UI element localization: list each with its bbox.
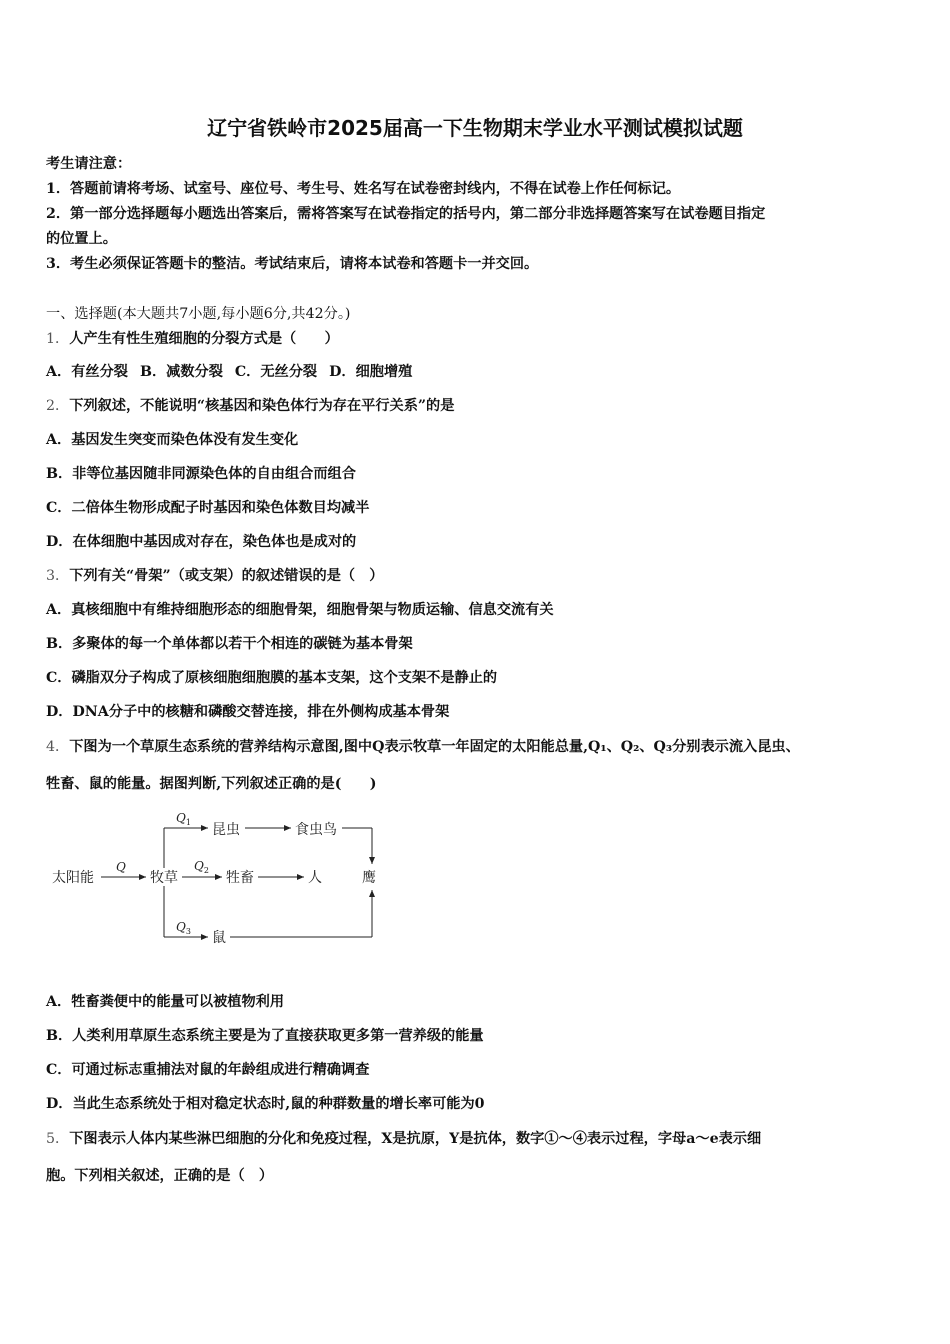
label-q1: $Q_1$ — [176, 811, 191, 827]
option-d: D．在体细胞中基因成对存在，染色体也是成对的 — [46, 534, 357, 550]
question-number: 4． — [46, 739, 70, 755]
notice-item-2-cont: 的位置上。 — [46, 231, 117, 247]
food-web-diagram — [46, 800, 386, 960]
node-mouse: 鼠 — [212, 930, 226, 946]
question-stem: 下图为一个草原生态系统的营养结构示意图,图中Q表示牧草一年固定的太阳能总量,Q₁、Q₂、Q₃分别表示流入昆虫、 — [69, 739, 800, 755]
node-grass: 牧草 — [150, 870, 178, 886]
option-b: B．人类利用草原生态系统主要是为了直接获取更多第一营养级的能量 — [46, 1028, 484, 1044]
option-b: B．多聚体的每一个单体都以若干个相连的碳链为基本骨架 — [46, 636, 413, 652]
label-q: Q — [116, 860, 126, 874]
question-2 — [46, 395, 454, 415]
label-q3: $Q_3$ — [176, 920, 191, 936]
question-4-stem-cont: 牲畜、鼠的能量。据图判断,下列叙述正确的是( ) — [46, 776, 377, 792]
notice-item-2: 2．第一部分选择题每小题选出答案后，需将答案写在试卷指定的括号内，第二部分非选择题答案写在试卷题目指定 — [46, 206, 766, 222]
option-d: D．DNA分子中的核糖和磷酸交替连接，排在外侧构成基本骨架 — [46, 704, 450, 720]
question-5-stem-cont: 胞。下列相关叙述，正确的是（ ） — [46, 1168, 274, 1184]
node-bird: 食虫鸟 — [295, 822, 337, 838]
option-d: D．当此生态系统处于相对稳定状态时,鼠的种群数量的增长率可能为0 — [46, 1096, 485, 1112]
option-b: B．非等位基因随非同源染色体的自由组合而组合 — [46, 466, 356, 482]
question-1 — [46, 328, 339, 348]
option-a: A．牲畜粪便中的能量可以被植物利用 — [46, 994, 285, 1010]
section-heading: 一、选择题(本大题共7小题,每小题6分,共42分。) — [46, 306, 351, 322]
question-stem: 下列有关“骨架”（或支架）的叙述错误的是（ ） — [69, 568, 384, 584]
node-human: 人 — [308, 870, 322, 886]
notice-heading: 考生请注意： — [46, 156, 132, 172]
node-insect: 昆虫 — [212, 822, 240, 838]
option-c: C．二倍体生物形成配子时基因和染色体数目均减半 — [46, 500, 370, 516]
notice-item-1: 1．答题前请将考场、试室号、座位号、考生号、姓名写在试卷密封线内，不得在试卷上作任何标记。 — [46, 181, 681, 197]
question-number: 2． — [46, 398, 70, 414]
option-c: C．无丝分裂 — [234, 364, 318, 380]
label-q2: $Q_2$ — [194, 859, 209, 875]
question-stem: 下图表示人体内某些淋巴细胞的分化和免疫过程，X是抗原，Y是抗体，数字①～④表示过程，字母a～e表示细 — [69, 1131, 762, 1147]
option-c: C．磷脂双分子构成了原核细胞细胞膜的基本支架，这个支架不是静止的 — [46, 670, 498, 686]
question-stem: 人产生有性生殖细胞的分裂方式是（ ） — [69, 331, 339, 347]
option-d: D．细胞增殖 — [329, 364, 413, 380]
question-5 — [46, 1128, 761, 1148]
node-hawk: 鹰 — [362, 870, 376, 886]
node-livestock: 牲畜 — [226, 870, 254, 886]
question-number: 5． — [46, 1131, 70, 1147]
option-b: B．减数分裂 — [139, 364, 223, 380]
node-sun: 太阳能 — [52, 870, 94, 886]
question-stem: 下列叙述，不能说明“核基因和染色体行为存在平行关系”的是 — [69, 398, 455, 414]
notice-item-3: 3．考生必须保证答题卡的整洁。考试结束后，请将本试卷和答题卡一并交回。 — [46, 256, 539, 272]
option-a: A．有丝分裂 — [46, 364, 128, 380]
question-1-options — [46, 361, 424, 381]
page-title: 辽宁省铁岭市2025届高一下生物期末学业水平测试模拟试题 — [207, 116, 743, 140]
option-c: C．可通过标志重捕法对鼠的年龄组成进行精确调查 — [46, 1062, 370, 1078]
question-4 — [46, 736, 800, 756]
question-number: 1． — [46, 331, 70, 347]
option-a: A．真核细胞中有维持细胞形态的细胞骨架，细胞骨架与物质运输、信息交流有关 — [46, 602, 554, 618]
option-a: A．基因发生突变而染色体没有发生变化 — [46, 432, 299, 448]
question-3 — [46, 565, 383, 585]
question-number: 3． — [46, 568, 70, 584]
